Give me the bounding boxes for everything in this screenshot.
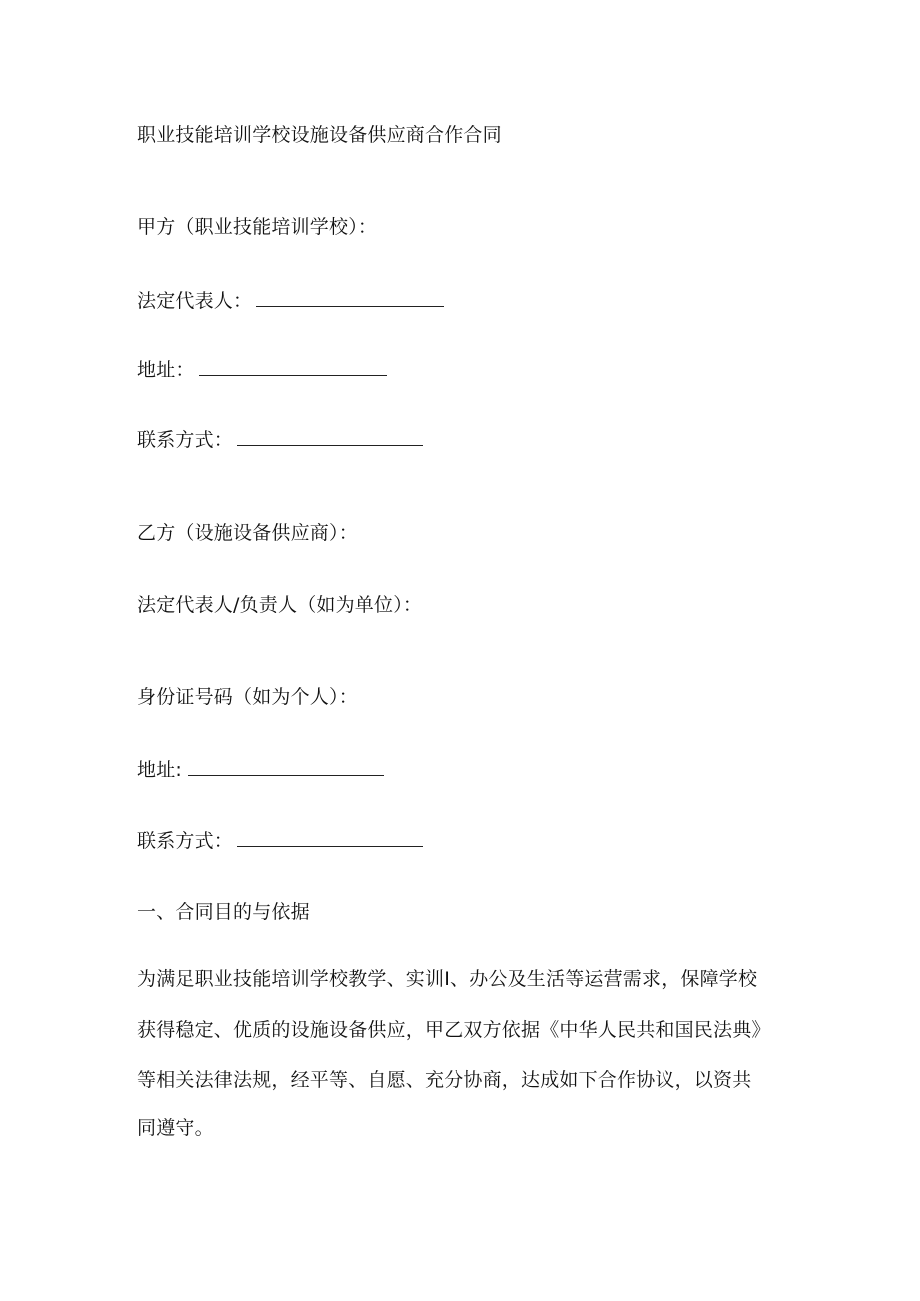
party-a-representative-blank[interactable] <box>256 288 444 307</box>
party-b-id-label: 身份证号码（如为个人）： <box>137 686 358 708</box>
party-a-address-label: 地址： <box>137 359 195 381</box>
party-a-heading: 甲方（职业技能培训学校）： <box>137 216 378 238</box>
party-b-contact-line <box>137 828 423 854</box>
party-a-contact-blank[interactable] <box>237 427 423 446</box>
party-a-representative-line <box>137 288 444 314</box>
party-b-heading: 乙方（设施设备供应商）： <box>137 522 358 544</box>
section-1-paragraph-line: 获得稳定、优质的设施设备供应，甲乙双方依据《中华人民共和国民法典》 <box>137 1019 771 1041</box>
party-b-address-label: 地址: <box>137 759 183 781</box>
party-b-address-blank[interactable] <box>188 757 384 776</box>
section-1-paragraph-line: 等相关法律法规，经平等、自愿、充分协商，达成如下合作协议，以资共 <box>137 1069 752 1091</box>
party-b-representative-label: 法定代表人/负责人（如为单位）： <box>137 594 423 616</box>
party-b-address-line <box>137 757 384 783</box>
document-title: 职业技能培训学校设施设备供应商合作合同 <box>137 124 502 146</box>
party-b-contact-blank[interactable] <box>237 828 423 847</box>
party-a-contact-label: 联系方式： <box>137 429 234 451</box>
party-b-contact-label: 联系方式： <box>137 830 234 852</box>
section-1-paragraph-line: 为满足职业技能培训学校教学、实训I、办公及生活等运营需求，保障学校 <box>137 968 758 990</box>
party-a-address-line <box>137 357 387 383</box>
party-a-address-blank[interactable] <box>199 357 387 376</box>
party-a-representative-label: 法定代表人： <box>137 290 253 312</box>
section-1-paragraph-line: 同遵守。 <box>137 1117 214 1139</box>
party-a-contact-line <box>137 427 423 453</box>
section-1-heading: 一、合同目的与依据 <box>137 901 310 923</box>
